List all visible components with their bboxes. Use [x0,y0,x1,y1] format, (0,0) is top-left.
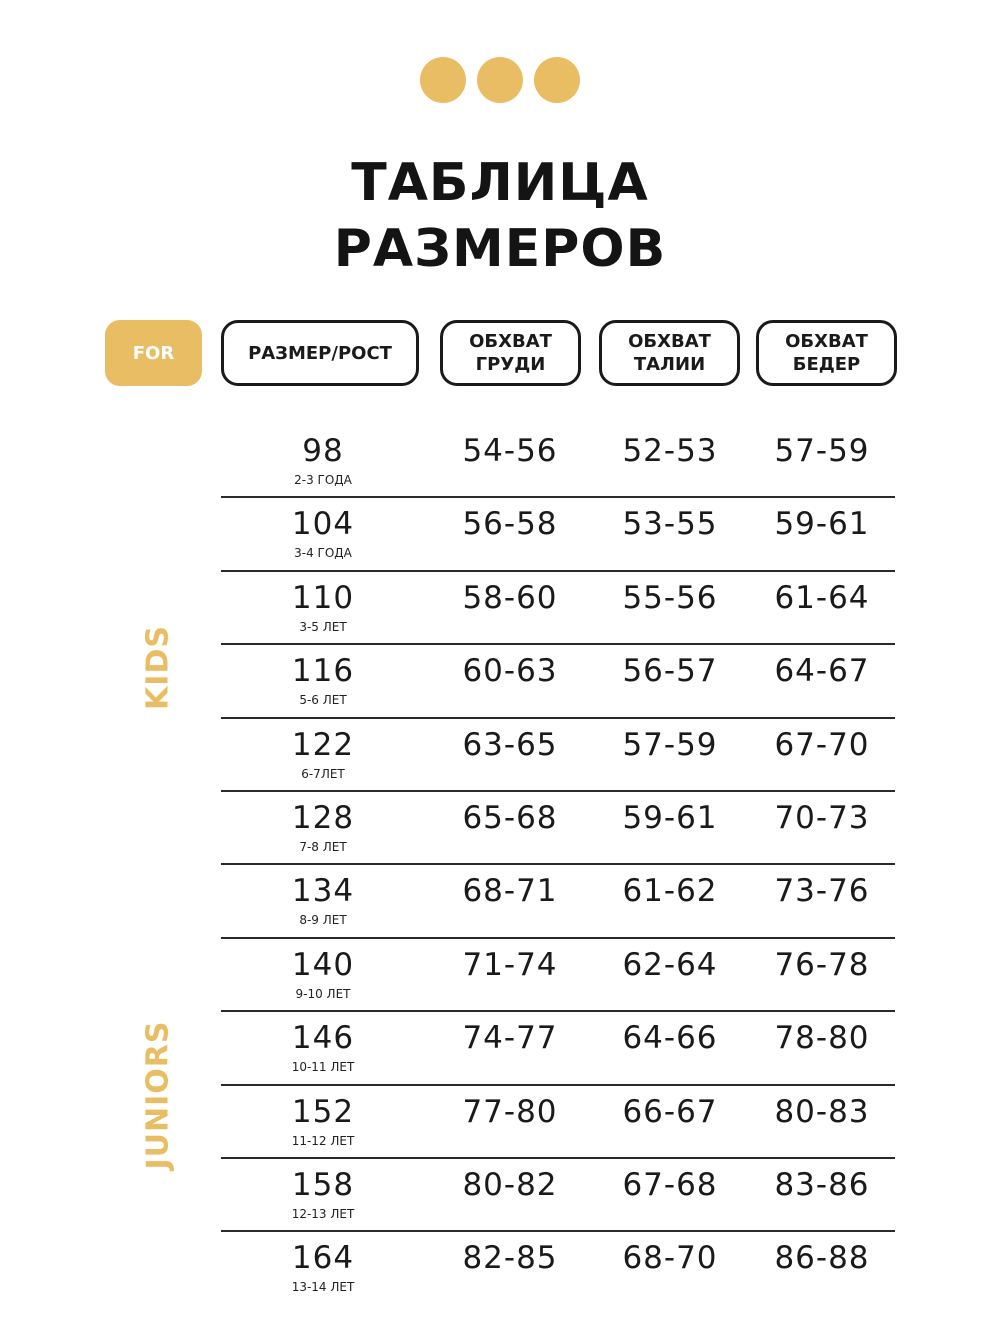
hips-value: 78-80 [774,1020,870,1057]
header-chest [440,320,581,386]
dot-1 [420,57,466,103]
hips-value: 73-76 [774,873,870,910]
size-value: 98 [302,433,344,469]
size-value: 134 [291,873,355,910]
table-row [221,572,895,645]
age-value: 12-13 ЛЕТ [291,1206,355,1221]
age-value: 7-8 ЛЕТ [299,839,347,854]
table-row [221,1012,895,1085]
waist-value: 52-53 [622,433,718,469]
header-chest-line-1: ОБХВАТ [469,331,552,352]
age-value: 8-9 ЛЕТ [299,913,347,928]
waist-value: 66-67 [622,1093,718,1130]
header-waist-line-1: ОБХВАТ [628,331,711,352]
hips-value: 83-86 [774,1166,870,1203]
header-for-label: FOR [132,342,175,364]
table-row [221,645,895,718]
table-row [221,1086,895,1159]
header-for [105,320,202,386]
hips-value: 86-88 [774,1240,870,1277]
chest-value: 82-85 [462,1240,558,1277]
title-line-2: РАЗМЕРОВ [333,219,667,279]
hips-value: 70-73 [774,799,870,836]
size-value: 146 [291,1020,355,1057]
hips-value: 61-64 [774,579,870,616]
side-label-kids: KIDS [140,625,176,710]
waist-value: 53-55 [622,506,718,543]
table-row [221,719,895,792]
age-value: 13-14 ЛЕТ [291,1280,355,1295]
chest-value: 77-80 [462,1093,558,1130]
waist-value: 59-61 [622,799,718,836]
waist-value: 62-64 [622,946,718,983]
waist-value: 55-56 [622,579,718,616]
header-waist [599,320,740,386]
dot-3 [534,57,580,103]
age-value: 6-7ЛЕТ [301,766,345,781]
waist-value: 56-57 [622,653,718,690]
waist-value: 68-70 [622,1240,718,1277]
table-row [221,1232,895,1305]
chest-value: 58-60 [462,579,558,616]
title-line-1: ТАБЛИЦА [351,153,649,213]
chest-value: 65-68 [462,799,558,836]
size-table [221,425,895,1306]
hips-value: 57-59 [774,433,870,469]
size-value: 140 [291,946,355,983]
table-row [221,865,895,938]
hips-value: 64-67 [774,653,870,690]
chest-value: 56-58 [462,506,558,543]
size-value: 152 [291,1093,355,1130]
age-value: 3-5 ЛЕТ [299,619,347,634]
age-value: 9-10 ЛЕТ [295,986,351,1001]
header-waist-line-2: ТАЛИИ [633,354,706,375]
age-value: 11-12 ЛЕТ [291,1133,355,1148]
header-size-label: РАЗМЕР/РОСТ [248,342,392,364]
header-hips-line-1: ОБХВАТ [785,331,868,352]
age-value: 5-6 ЛЕТ [299,693,347,708]
size-value: 128 [291,799,355,836]
chest-value: 74-77 [462,1020,558,1057]
chest-value: 71-74 [462,946,558,983]
size-value: 122 [291,726,355,763]
size-value: 110 [291,579,355,616]
waist-value: 64-66 [622,1020,718,1057]
chest-value: 60-63 [462,653,558,690]
header-chest-line-2: ГРУДИ [475,354,546,375]
size-value: 116 [291,653,355,690]
side-label-juniors: JUNIORS [140,1020,176,1170]
chest-value: 68-71 [462,873,558,910]
chest-value: 54-56 [462,433,558,469]
header-size-height [221,320,419,386]
age-value: 3-4 ГОДА [294,546,352,561]
decorative-dots [0,57,1000,103]
hips-value: 59-61 [774,506,870,543]
table-row [221,939,895,1012]
table-row [221,792,895,865]
waist-value: 57-59 [622,726,718,763]
hips-value: 76-78 [774,946,870,983]
age-value: 2-3 ГОДА [294,473,352,487]
header-hips-line-2: БЕДЕР [792,354,861,375]
header-hips [756,320,897,386]
table-row [221,1159,895,1232]
waist-value: 67-68 [622,1166,718,1203]
size-value: 104 [291,506,355,543]
size-value: 164 [291,1240,355,1277]
hips-value: 80-83 [774,1093,870,1130]
age-value: 10-11 ЛЕТ [291,1060,355,1075]
dot-2 [477,57,523,103]
size-value: 158 [291,1166,355,1203]
table-row [221,425,895,498]
table-row [221,498,895,571]
hips-value: 67-70 [774,726,870,763]
page-title [0,150,1000,282]
chest-value: 80-82 [462,1166,558,1203]
waist-value: 61-62 [622,873,718,910]
chest-value: 63-65 [462,726,558,763]
